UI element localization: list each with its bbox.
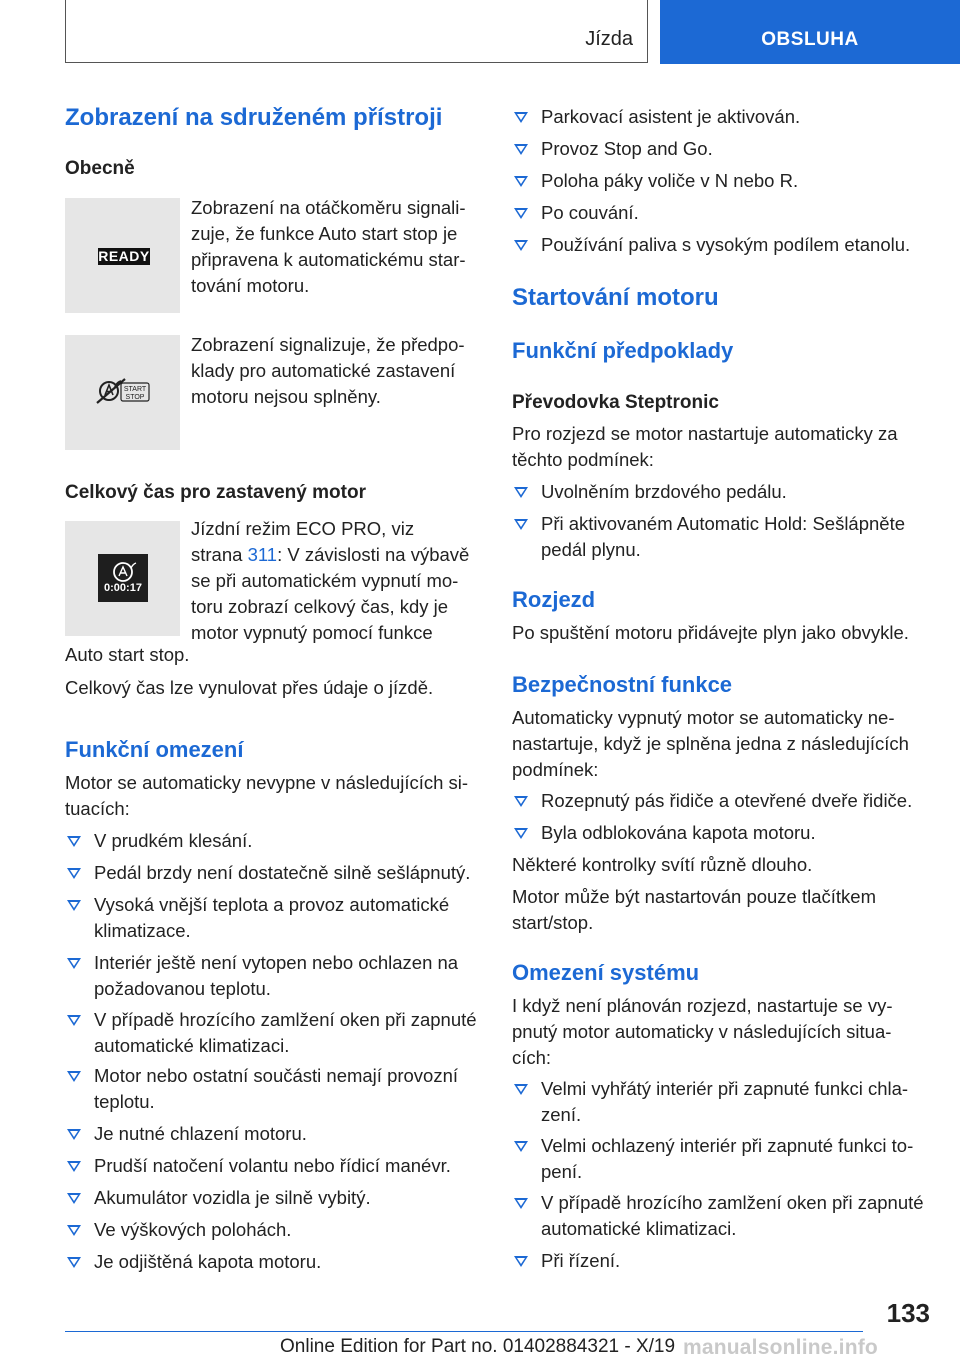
text-line: Motor nebo ostatní součásti nemají provozní [94, 1065, 459, 1086]
text-line: připravena k automatickému star- [191, 249, 466, 270]
text-line: tování motoru. [191, 275, 310, 296]
list-item [65, 1121, 307, 1147]
text-line: start/stop. [512, 912, 594, 933]
list-item [65, 1007, 477, 1059]
text-line: Motor může být nastartován pouze tlačítkem [512, 886, 877, 907]
ready-description [191, 195, 466, 299]
list-item [65, 828, 252, 854]
bullet-triangle-icon [67, 1257, 81, 1268]
list-item [65, 1217, 291, 1243]
rozjezd-text: Po spuštění motoru přidávejte plyn jako obvykle. [512, 622, 909, 643]
bullet-triangle-icon [67, 836, 81, 847]
text-line: Uvolněním brzdového pedálu. [541, 481, 787, 502]
text-line: Zobrazení signalizuje, že předpo- [191, 334, 465, 355]
limits-intro [65, 770, 468, 822]
bullet-triangle-icon [67, 1015, 81, 1026]
safety-intro [512, 705, 909, 783]
bullet-triangle-icon [514, 208, 528, 219]
text-line: automatické klimatizaci. [541, 1218, 737, 1239]
heading-steptronic: Převodovka Steptronic [512, 392, 719, 413]
svg-text:STOP: STOP [125, 394, 145, 401]
text-line: klady pro automatické zastavení [191, 360, 456, 381]
text-line: motoru nejsou splněny. [191, 386, 381, 407]
bullet-triangle-icon [514, 519, 528, 530]
list-item [512, 200, 639, 226]
bullet-triangle-icon [514, 144, 528, 155]
stop-timer-image [65, 521, 180, 636]
text-line: těchto podmínek: [512, 449, 654, 470]
unavailable-description [191, 332, 465, 410]
text-line: teplotu. [94, 1091, 155, 1112]
bullet-triangle-icon [514, 240, 528, 251]
text-line: Ve výškových polohách. [94, 1219, 292, 1240]
text-line: V prudkém klesání. [94, 830, 253, 851]
bullet-triangle-icon [67, 1193, 81, 1204]
text-line: podmínek: [512, 759, 599, 780]
list-item [512, 1076, 908, 1128]
text-line: Rozepnutý pás řidiče a otevřené dveře řidiče. [541, 790, 913, 811]
bullet-triangle-icon [514, 1141, 528, 1152]
text-line: zuje, že funkce Auto start stop je [191, 223, 458, 244]
list-item [65, 1063, 458, 1115]
ready-indicator-image [65, 198, 180, 313]
list-item [512, 788, 912, 814]
text-line: zení. [541, 1104, 582, 1125]
bullet-triangle-icon [514, 828, 528, 839]
list-item [512, 1190, 924, 1242]
header-tab-obsluha[interactable] [660, 0, 960, 64]
text-line: pnutý motor automaticky v následujících situa- [512, 1021, 892, 1042]
start-stop-crossed-icon [65, 335, 180, 450]
ready-badge: READY [98, 248, 150, 264]
header-tab-label: OBSLUHA [761, 29, 859, 50]
svg-text:START: START [123, 386, 147, 393]
text-line: klimatizace. [94, 920, 191, 941]
bullet-triangle-icon [514, 176, 528, 187]
total-time-description [191, 516, 469, 646]
bullet-triangle-icon [67, 1225, 81, 1236]
list-item [512, 136, 713, 162]
text-line: tuacích: [65, 798, 130, 819]
text-line: Při řízení. [541, 1250, 621, 1271]
system-intro [512, 993, 892, 1071]
watermark: manualsonline.info [683, 1336, 878, 1359]
list-item [65, 860, 470, 886]
list-item [512, 232, 910, 258]
text-line: Akumulátor vozidla je silně vybitý. [94, 1187, 371, 1208]
page-link-311[interactable]: 311 [247, 544, 278, 565]
header-section-title: Jízda [585, 28, 633, 50]
bullet-triangle-icon [67, 958, 81, 969]
header-box [65, 0, 648, 63]
list-item [512, 1133, 913, 1185]
bullet-triangle-icon [514, 1198, 528, 1209]
text-line: toru zobrazí celkový čas, kdy je [191, 596, 449, 617]
text-line: motor vypnutý pomocí funkce [191, 622, 433, 643]
text-line: Jízdní režim ECO PRO, viz [191, 518, 415, 539]
list-item [512, 104, 800, 130]
heading-total-stop-time: Celkový čas pro zastavený motor [65, 482, 366, 503]
text-line: Při aktivovaném Automatic Hold: Sešlápněte [541, 513, 906, 534]
bullet-triangle-icon [514, 1084, 528, 1095]
text-line: I když není plánován rozjezd, nastartuje se vy- [512, 995, 893, 1016]
text-line: Po couvání. [541, 202, 639, 223]
list-item [512, 168, 798, 194]
text-line: Je nutné chlazení motoru. [94, 1123, 307, 1144]
bullet-triangle-icon [67, 1129, 81, 1140]
text-line: Pro rozjezd se motor nastartuje automaticky za [512, 423, 898, 444]
list-item [65, 950, 458, 1002]
list-item [65, 892, 449, 944]
text-line: Velmi vyhřátý interiér při zapnuté funkci chla- [541, 1078, 909, 1099]
heading-safety-functions: Bezpečnostní funkce [512, 672, 733, 697]
list-item [512, 820, 816, 846]
text-line [191, 542, 469, 568]
text-line: Pedál brzdy není dostatečně silně sešlápnutý. [94, 862, 471, 883]
safety-note-2 [512, 884, 876, 936]
text-line: Vysoká vnější teplota a provoz automatické [94, 894, 450, 915]
text-fragment: : V závislosti na výbavě [277, 544, 470, 565]
section-title-engine-start: Startování motoru [512, 284, 719, 311]
text-line: Poloha páky voliče v N nebo R. [541, 170, 799, 191]
bullet-triangle-icon [67, 900, 81, 911]
page-number: 133 [886, 1298, 930, 1328]
bullet-triangle-icon [67, 868, 81, 879]
text-fragment: strana [191, 544, 248, 565]
text-line: V případě hrozícího zamlžení oken při zapnuté [94, 1009, 477, 1030]
list-item [65, 1249, 321, 1275]
text-line: Parkovací asistent je aktivován. [541, 106, 801, 127]
heading-obecne: Obecně [65, 158, 135, 179]
footer-edition: Online Edition for Part no. 01402884321 - X/19 [280, 1336, 676, 1357]
bullet-triangle-icon [67, 1071, 81, 1082]
heading-functional-limits: Funkční omezení [65, 737, 244, 762]
text-line: Interiér ještě není vytopen nebo ochlazen na [94, 952, 459, 973]
section-title-cluster-display: Zobrazení na sdruženém přístroji [65, 104, 443, 131]
text-line: Je odjištěná kapota motoru. [94, 1251, 322, 1272]
heading-functional-prerequisites: Funkční předpoklady [512, 338, 734, 363]
list-item [65, 1153, 451, 1179]
stop-timer-display-icon [65, 521, 180, 636]
text-line: Velmi ochlazený interiér při zapnuté funkci to- [541, 1135, 914, 1156]
safety-note-1: Některé kontrolky svítí různě dlouho. [512, 854, 813, 875]
timer-value: 0:00:17 [104, 582, 142, 594]
text-line: požadovanou teplotu. [94, 978, 271, 999]
text-line: automatické klimatizaci. [94, 1035, 290, 1056]
text-line: Prudší natočení volantu nebo řídicí manévr. [94, 1155, 451, 1176]
list-item [512, 479, 787, 505]
heading-rozjezd: Rozjezd [512, 587, 596, 612]
text-line: pedál plynu. [541, 539, 641, 560]
text-line: Provoz Stop and Go. [541, 138, 713, 159]
bullet-triangle-icon [514, 1256, 528, 1267]
steptronic-intro [512, 421, 898, 473]
bullet-triangle-icon [514, 112, 528, 123]
list-item [65, 1185, 371, 1211]
list-item [512, 1248, 620, 1274]
text-line: nastartuje, když je splněna jedna z následujících [512, 733, 909, 754]
text-line: Automaticky vypnutý motor se automaticky ne- [512, 707, 895, 728]
reset-note: Celkový čas lze vynulovat přes údaje o jízdě. [65, 677, 434, 698]
text-line: Zobrazení na otáčkoměru signali- [191, 197, 466, 218]
bullet-triangle-icon [514, 796, 528, 807]
text-line: V případě hrozícího zamlžení oken při zapnuté [541, 1192, 924, 1213]
text-line: cích: [512, 1047, 552, 1068]
text-line: Byla odblokována kapota motoru. [541, 822, 816, 843]
text-line: pení. [541, 1161, 583, 1182]
bullet-triangle-icon [514, 487, 528, 498]
footer-divider [65, 1331, 863, 1332]
text-line: se při automatickém vypnutí mo- [191, 570, 459, 591]
text-line: Používání paliva s vysokým podílem etanolu. [541, 234, 911, 255]
list-item [512, 511, 905, 563]
text-line: Auto start stop. [65, 644, 190, 665]
autostartstop-unavailable-image [65, 335, 180, 450]
bullet-triangle-icon [67, 1161, 81, 1172]
text-line: Motor se automaticky nevypne v následujících si- [65, 772, 469, 793]
heading-system-limits: Omezení systému [512, 960, 700, 985]
